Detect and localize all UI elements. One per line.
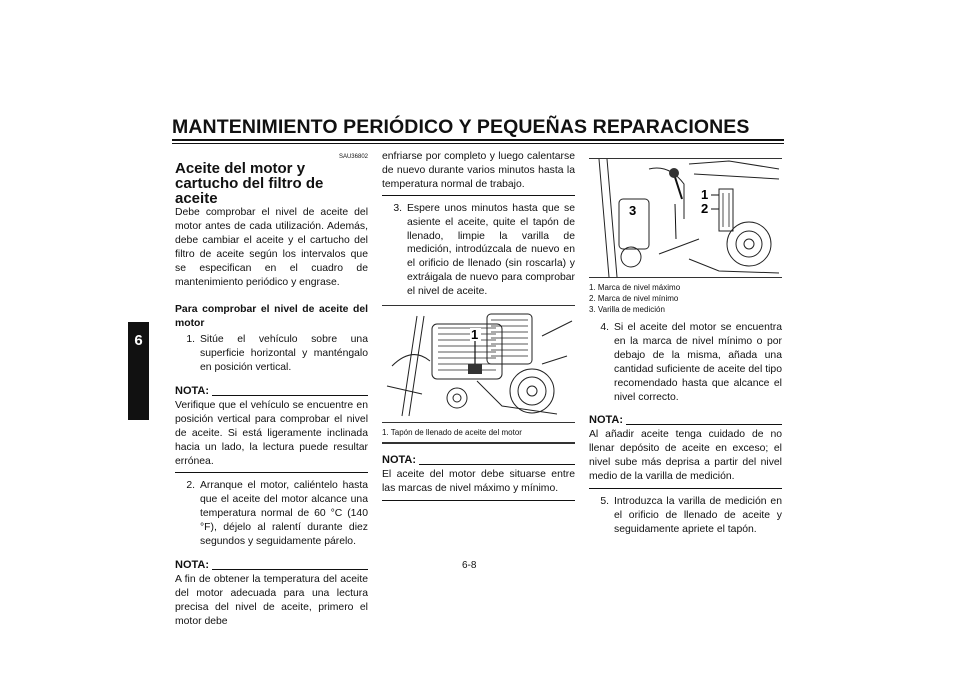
subheading: Para comprobar el nivel de aceite del motor: [175, 304, 368, 330]
step-text: Arranque el motor, caliéntelo hasta que el aceite del motor alcance una temperatura normal de 60 °C (140 °F), déjelo al ralentí durante diez segundos y seguidamente párelo.: [200, 480, 368, 548]
note-label: NOTA:: [175, 558, 210, 571]
caption-item: 1. Marca de nivel máximo: [589, 283, 681, 292]
step-1: [175, 333, 368, 375]
note-text: A fin de obtener la temperatura del aceite del motor adecuada para una lectura precisa del nivel de aceite, primero el motor debe: [175, 573, 368, 627]
caption-item: 3. Varilla de medición: [589, 305, 665, 314]
intro-paragraph: Debe comprobar el nivel de aceite del motor antes de cada utilización. Además, debe cambiar el aceite y el cartucho del filtro de aceite según los intervalos que se especifican en el cuadro de mantenimiento periódico y engrase.: [175, 207, 368, 288]
note-text: El aceite del motor debe situarse entre las marcas de nivel máximo y mínimo.: [382, 468, 575, 494]
column-3: [589, 150, 782, 537]
step-3: [382, 202, 575, 299]
step-text: Espere unos minutos hasta que se asiente el aceite, quite el tapón de llenado, limpie la varilla de medición, introdúzcala de nuevo en el orificio de llenado (sin roscarla) y extráigala de nuevo para comprobar el nivel de aceite.: [407, 202, 575, 298]
engine-illustration: [382, 306, 575, 422]
note-heading: [589, 414, 782, 428]
step-number: 5.: [600, 495, 609, 507]
note-end-rule: [382, 195, 575, 196]
step-4: [589, 321, 782, 404]
callout-max: 1: [701, 187, 709, 202]
step-number: 1.: [186, 334, 195, 346]
step-text: Introduzca la varilla de medición en el orificio de llenado de aceite y seguidamente apriete el tapón.: [614, 495, 782, 535]
note-label: NOTA:: [382, 454, 417, 467]
section-code: SAU36802: [338, 154, 368, 160]
header-rule-thin: [172, 143, 784, 144]
note-heading: [175, 559, 368, 573]
caption-item: 2. Marca de nivel mínimo: [589, 294, 679, 303]
note-end-rule: [589, 488, 782, 489]
page-title: MANTENIMIENTO PERIÓDICO Y PEQUEÑAS REPARACIONES: [172, 116, 750, 138]
note-text: Verifique que el vehículo se encuentre en posición vertical para comprobar el nivel de aceite. Si está ligeramente inclinada hacia un lado, la lectura puede resultar errónea.: [175, 399, 368, 467]
section-title: Aceite del motor y cartucho del filtro de aceite: [175, 160, 324, 207]
dipstick-illustration: [589, 159, 782, 277]
note-heading: [382, 454, 575, 468]
step-number: 4.: [600, 322, 609, 333]
step-text: Sitúe el vehículo sobre una superficie horizontal y manténgalo en posición vertical.: [200, 334, 368, 374]
step-number: 2.: [186, 480, 195, 492]
step-5: [589, 495, 782, 537]
step-number: 3.: [393, 202, 402, 214]
note-end-rule: [175, 472, 368, 473]
page-number: 6-8: [462, 560, 477, 571]
column-1: [175, 150, 368, 628]
step-text: Si el aceite del motor se encuentra en la marca de nivel mínimo o por debajo de la misma, añada una cantidad suficiente de aceite del tipo recomendado hasta que alcance el nivel correcto.: [614, 322, 782, 403]
note-text: Al añadir aceite tenga cuidado de no llenar depósito de aceite en exceso; el nivel sube más deprisa a partir del nivel medio de la varilla de medición.: [589, 429, 782, 483]
header-rule: [172, 139, 784, 141]
caption-list: [589, 282, 782, 315]
chapter-tab: 6: [128, 322, 149, 420]
engine-figure-2: [589, 158, 782, 278]
note-heading: [175, 385, 368, 399]
column-2: [382, 150, 575, 507]
callout-dipstick: 3: [629, 203, 637, 218]
callout-min: 2: [701, 201, 709, 216]
engine-figure-1: [382, 305, 575, 423]
figure-callout: 1: [471, 327, 479, 343]
note-label: NOTA:: [589, 414, 624, 427]
step-2: [175, 479, 368, 549]
note-label: NOTA:: [175, 384, 210, 397]
note-continuation: enfriarse por completo y luego calentarse de nuevo durante varios minutos hasta la temperatura normal de trabajo.: [382, 151, 575, 190]
figure-caption: 1. Tapón de llenado de aceite del motor: [382, 428, 522, 438]
note-end-rule: [382, 500, 575, 501]
